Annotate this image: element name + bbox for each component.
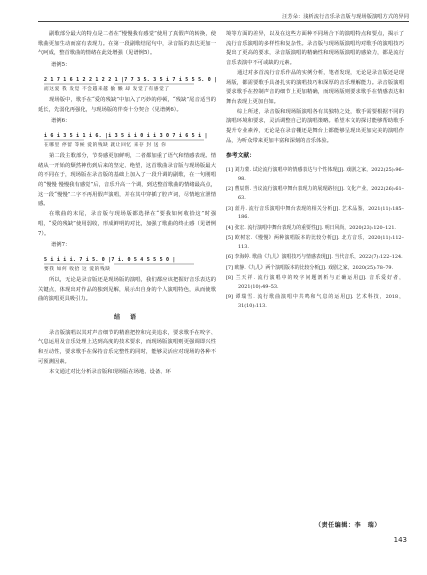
reference-item: [9] 谭瑞雪. 流行歌曲演唱中共鸣和气息的运用[J]. 艺术科技，2018，31(10):113. xyxy=(226,294,404,310)
paragraph: 境等方面的差异，以及在这些方面种不同场合下的演唱特点和要点，揭示了流行音乐演唱的多样性和复杂性。录音版与现场版演唱均对歌手的演唱技巧提出了更高的要求，录音版演唱的精确性和现场版演唱的感染力，都是流行音乐表演中不可或缺的元素。 xyxy=(226,31,404,67)
reference-item: [5] 欧树宏.《慢慢》两种演唱版本的比较分析[J]. 北方音乐，2020(11):112–113. xyxy=(226,235,404,250)
left-column xyxy=(38,30,216,377)
reference-item: [6] 李海婷. 歌曲《九儿》演唱技巧与情感表现[J]. 当代音乐，2022(7):122–124. xyxy=(226,254,403,261)
reference-item: [3] 蓝丹. 流行音乐演唱中舞台表现的相关分析[J]. 艺术品鉴，2021(11):185–186. xyxy=(226,205,404,221)
running-header: 汪芳朵：浅析流行音乐录音版与现场版演唱方式的异同 xyxy=(282,14,409,20)
paragraph: 录音版演唱以其对声音细节的精准把控和完美追求，要求歌手在咬字、气息运用及音乐处理上达到高度的技术要求，而现场版演唱则更强调即兴性和互动性，要求歌手在保持音乐完整性的同时，能够灵活应对现场的各种不可预测因素。 xyxy=(38,329,216,365)
reference-item: [4] 张宏. 流行演唱中舞台表现力的重要性[J]. 明日风尚，2020(23):120–121. xyxy=(226,224,396,231)
reference-item: [1] 刘力蒙. 试论流行演唱中的情感表达与个性体现[J]. 戏剧之家，2022(25):96–98. xyxy=(226,167,404,182)
paragraph: 副歌部分最大的特点是二者在“慢慢我有感觉”使用了真假声的转换，使歌曲更加生动而富有表现力。在第一段副歌结尾句中，录音版的表达更加一气呵成，整首歌曲的情绪在此处增强（见谱例5）。 xyxy=(38,31,216,57)
references-title: 参考文献： xyxy=(226,153,255,160)
page-number: 143 xyxy=(393,536,407,544)
score-5-lyrics: 而这爱 我 发觉 不会越来越 偷 懒 却 发觉了有感觉了 xyxy=(44,86,170,92)
music-score-7 xyxy=(44,252,216,274)
score-7-lyrics: 要我 如何 收拾 这 爱的残缺 xyxy=(44,266,111,272)
right-column xyxy=(226,30,404,312)
example-5-label: 谱例5： xyxy=(51,62,71,69)
music-score-6 xyxy=(44,128,216,150)
example-7-label: 谱例7： xyxy=(51,242,71,249)
editor-credit: （责任编辑：李 瑞） xyxy=(314,522,381,529)
example-6-label: 谱例6： xyxy=(51,118,71,125)
reference-item: [2] 曹辰帮. 当议流行演唱中舞台表现力的展现路径[J]. 文化产业，2022(26):61–63. xyxy=(226,186,404,202)
reference-item: [8] 兰天祥. 流行演唱中的咬字问题剖析与正确运用[J]. 音乐爱好者，2021(10):49–53. xyxy=(226,275,404,290)
paragraph: 第二段主歌部分，节奏感更加鲜明，二者都加重了语气和情感表现。情绪从一开始的颓然神伤到后来的坚定、绝望，这首歌曲录音版与现场版最大的不同在于，现场版在录音版的基础上加入了一段升调的副歌，在一句刚唱的“慢慢 慢慢我有感觉”后，音乐升高一个调，到达整首歌曲的情绪最高点，这一段“慢慢”二字不再用假声演唱，并在其中穿插了腔声词，尽情地宣泄情感。 xyxy=(38,152,216,208)
paragraph: 通过对多首流行音乐作品的实例分析，笔者发现，无论是录音版还是现场版，都需要歌手具备扎实的演唱技巧和深厚的音乐理解能力。录音版演唱要求歌手在控制声音的细节上更加精确，而现场版则要求歌手在情感表达和舞台表现上更加自如。 xyxy=(226,69,404,105)
score-5-notes: 2 1 7 1 6 1 2 2 1 2 2 1 |7 7 3 5. 3 5 i 7 i 5 5 5. 0 | xyxy=(44,76,218,83)
music-score-5 xyxy=(44,72,216,94)
paragraph: 本文通过对比分析录音版和现场版在场地、设备、环 xyxy=(49,368,171,375)
paragraph: 在歌曲的末尾，录音版与现场版都选择在“要我如何收拾这”时强唱，“爱的残缺”使用弱收，形成鲜明的对比，加强了歌曲的终止感（见谱例7）。 xyxy=(38,211,216,237)
score-7-notes: 5 i i i i. 7 i 5. 0 |7 i. 0 5 4 5 5 5 0 | xyxy=(44,256,176,263)
score-6-notes: i 6 i 3 5 i 1 i 6. |i 3 5 i i 0 i i 3 0 7 i 6 5 i | xyxy=(44,132,208,139)
score-6-lyrics: 在哪里 停留 等候 爱的残缺 就让回忆 来存 封 送 你 xyxy=(44,142,167,148)
paragraph: 综上所述，录音版和现场版演唱各有其独特之处，歌手需要根据不同的演唱环境和要求，灵活调整自己的演唱策略。希望本文的探讨能够帮助歌手提升专业素养，无论是在录音棚还是舞台上都能够呈现出更加完美的演唱作品，为听众带来更加丰富和深刻的音乐体验。 xyxy=(226,108,404,144)
reference-item: [7] 欧静.《九儿》两个演唱版本的比较分析[J]. 戏剧之家，2020(25):78–79. xyxy=(226,264,394,271)
reference-list xyxy=(226,166,404,311)
paragraph: 现场版中，歌手在“爱的残缺”中加入了巧妙的停顿，“残缺”尾音适当的延长，先弱化再强化，与现场版的伴奏十分契合（见谱例6）。 xyxy=(38,96,216,113)
header-rule xyxy=(38,21,409,22)
section-title: 结 语 xyxy=(113,314,141,322)
paragraph: 所以，无论是录音版还是现场版的演唱，我们都应该把握好音乐表达的关键点，体现出对作品的独到见解，展示出自身的个人演唱特色，从而使歌曲的演唱更具吸引力。 xyxy=(38,276,216,303)
